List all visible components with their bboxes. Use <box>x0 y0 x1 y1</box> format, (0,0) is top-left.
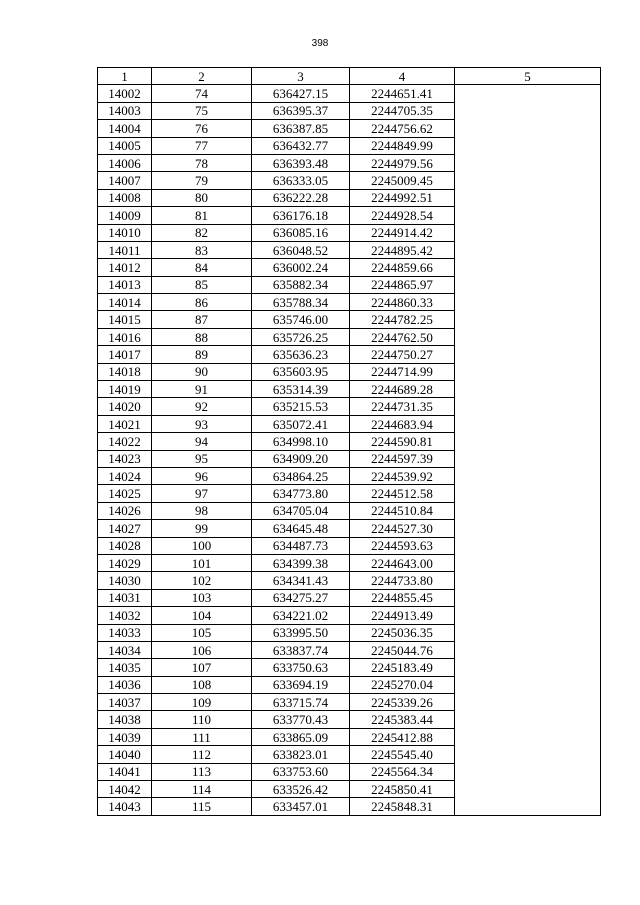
table-cell: 14018 <box>98 363 152 380</box>
table-cell: 2245270.04 <box>350 676 455 693</box>
table-cell: 633823.01 <box>252 746 350 763</box>
table-cell: 87 <box>152 311 252 328</box>
table-cell: 14043 <box>98 798 152 815</box>
table-cell: 79 <box>152 172 252 189</box>
table-cell: 636427.15 <box>252 85 350 102</box>
table-cell: 86 <box>152 294 252 311</box>
table-cell: 109 <box>152 694 252 711</box>
table-cell: 82 <box>152 224 252 241</box>
table-cell: 2244733.80 <box>350 572 455 589</box>
table-cell: 2245564.34 <box>350 763 455 780</box>
table-cell: 14022 <box>98 433 152 450</box>
table-cell: 14017 <box>98 346 152 363</box>
table-cell: 94 <box>152 433 252 450</box>
table-cell: 14038 <box>98 711 152 728</box>
table-cell: 635726.25 <box>252 328 350 345</box>
table-cell: 633694.19 <box>252 676 350 693</box>
table-cell: 14031 <box>98 589 152 606</box>
table-cell: 2244750.27 <box>350 346 455 363</box>
column-header: 4 <box>350 68 455 85</box>
coordinates-table <box>97 67 601 816</box>
table-cell: 2244683.94 <box>350 415 455 432</box>
table-row <box>98 85 601 102</box>
table-cell: 634864.25 <box>252 467 350 484</box>
table-cell: 14028 <box>98 537 152 554</box>
table-cell: 81 <box>152 207 252 224</box>
table-cell: 14019 <box>98 381 152 398</box>
table-cell: 14025 <box>98 485 152 502</box>
table-cell: 14005 <box>98 137 152 154</box>
table-cell: 635215.53 <box>252 398 350 415</box>
table-cell: 91 <box>152 381 252 398</box>
table-cell: 2244992.51 <box>350 189 455 206</box>
table-cell: 633865.09 <box>252 728 350 745</box>
table-cell: 93 <box>152 415 252 432</box>
column-header: 5 <box>455 68 601 85</box>
table-cell: 636387.85 <box>252 120 350 137</box>
table-cell: 14035 <box>98 659 152 676</box>
table-cell: 14009 <box>98 207 152 224</box>
table-cell: 14042 <box>98 781 152 798</box>
table-cell: 115 <box>152 798 252 815</box>
table-cell: 2245850.41 <box>350 781 455 798</box>
table-cell: 633837.74 <box>252 641 350 658</box>
table-cell: 2244539.92 <box>350 467 455 484</box>
table-cell: 2245339.26 <box>350 694 455 711</box>
table-cell: 14006 <box>98 154 152 171</box>
table-cell: 14030 <box>98 572 152 589</box>
table-cell: 636432.77 <box>252 137 350 154</box>
table-cell: 14036 <box>98 676 152 693</box>
table-cell: 102 <box>152 572 252 589</box>
table-cell: 14002 <box>98 85 152 102</box>
table-cell: 76 <box>152 120 252 137</box>
table-cell: 14037 <box>98 694 152 711</box>
table-cell: 14012 <box>98 259 152 276</box>
table-cell: 14014 <box>98 294 152 311</box>
table-cell: 633526.42 <box>252 781 350 798</box>
table-cell: 636002.24 <box>252 259 350 276</box>
table-cell: 14010 <box>98 224 152 241</box>
table-cell: 2244731.35 <box>350 398 455 415</box>
table-cell: 633995.50 <box>252 624 350 641</box>
table-cell: 2244895.42 <box>350 241 455 258</box>
table-cell: 85 <box>152 276 252 293</box>
table-cell: 2244913.49 <box>350 607 455 624</box>
table-cell: 634275.27 <box>252 589 350 606</box>
table-cell: 14033 <box>98 624 152 641</box>
table-cell: 633715.74 <box>252 694 350 711</box>
table-cell: 634221.02 <box>252 607 350 624</box>
table-cell: 99 <box>152 520 252 537</box>
table-cell: 636393.48 <box>252 154 350 171</box>
table-cell: 635072.41 <box>252 415 350 432</box>
table-cell: 634399.38 <box>252 554 350 571</box>
table-cell: 2244914.42 <box>350 224 455 241</box>
table-cell: 635882.34 <box>252 276 350 293</box>
table-cell: 2244510.84 <box>350 502 455 519</box>
table-cell: 2244782.25 <box>350 311 455 328</box>
table-cell: 14026 <box>98 502 152 519</box>
table-cell: 2245545.40 <box>350 746 455 763</box>
table-cell: 80 <box>152 189 252 206</box>
table-cell: 2244859.66 <box>350 259 455 276</box>
table-cell: 2245848.31 <box>350 798 455 815</box>
table-cell: 2245009.45 <box>350 172 455 189</box>
table-cell: 2244651.41 <box>350 85 455 102</box>
table-cell: 2245183.49 <box>350 659 455 676</box>
table-cell: 110 <box>152 711 252 728</box>
table-cell: 14027 <box>98 520 152 537</box>
table-cell: 2244597.39 <box>350 450 455 467</box>
table-cell: 2245044.76 <box>350 641 455 658</box>
table-cell: 103 <box>152 589 252 606</box>
merged-empty-cell <box>455 85 601 815</box>
table-cell: 14040 <box>98 746 152 763</box>
table-cell: 108 <box>152 676 252 693</box>
table-cell: 2244979.56 <box>350 154 455 171</box>
table-cell: 636048.52 <box>252 241 350 258</box>
table-cell: 14039 <box>98 728 152 745</box>
table-cell: 111 <box>152 728 252 745</box>
table-cell: 106 <box>152 641 252 658</box>
table-cell: 2244714.99 <box>350 363 455 380</box>
table-cell: 2245412.88 <box>350 728 455 745</box>
table-cell: 75 <box>152 102 252 119</box>
table-cell: 634341.43 <box>252 572 350 589</box>
table-cell: 635636.23 <box>252 346 350 363</box>
table-cell: 2244928.54 <box>350 207 455 224</box>
table-cell: 2244860.33 <box>350 294 455 311</box>
table-cell: 2244689.28 <box>350 381 455 398</box>
table-cell: 95 <box>152 450 252 467</box>
column-header: 1 <box>98 68 152 85</box>
table-cell: 635788.34 <box>252 294 350 311</box>
table-cell: 98 <box>152 502 252 519</box>
table-cell: 2244527.30 <box>350 520 455 537</box>
table-cell: 14015 <box>98 311 152 328</box>
table-cell: 2245036.35 <box>350 624 455 641</box>
table-cell: 2244512.58 <box>350 485 455 502</box>
table-cell: 636176.18 <box>252 207 350 224</box>
table-cell: 2244865.97 <box>350 276 455 293</box>
table-cell: 83 <box>152 241 252 258</box>
table-cell: 14011 <box>98 241 152 258</box>
table-cell: 633770.43 <box>252 711 350 728</box>
table-cell: 2244756.62 <box>350 120 455 137</box>
table-cell: 633753.60 <box>252 763 350 780</box>
table-cell: 14007 <box>98 172 152 189</box>
table-cell: 92 <box>152 398 252 415</box>
table-cell: 14003 <box>98 102 152 119</box>
table-cell: 96 <box>152 467 252 484</box>
table-cell: 2244762.50 <box>350 328 455 345</box>
table-cell: 77 <box>152 137 252 154</box>
column-header: 2 <box>152 68 252 85</box>
table-cell: 101 <box>152 554 252 571</box>
table-cell: 14041 <box>98 763 152 780</box>
table-cell: 90 <box>152 363 252 380</box>
table-cell: 78 <box>152 154 252 171</box>
table-cell: 634998.10 <box>252 433 350 450</box>
table-cell: 113 <box>152 763 252 780</box>
table-cell: 107 <box>152 659 252 676</box>
table-cell: 635746.00 <box>252 311 350 328</box>
table-cell: 634645.48 <box>252 520 350 537</box>
table-cell: 14020 <box>98 398 152 415</box>
table-cell: 14034 <box>98 641 152 658</box>
table-cell: 2244590.81 <box>350 433 455 450</box>
table-cell: 114 <box>152 781 252 798</box>
column-header: 3 <box>252 68 350 85</box>
table-cell: 14029 <box>98 554 152 571</box>
table-header-row <box>98 68 601 85</box>
table-cell: 636333.05 <box>252 172 350 189</box>
table-cell: 14021 <box>98 415 152 432</box>
table-cell: 104 <box>152 607 252 624</box>
table-cell: 89 <box>152 346 252 363</box>
table-cell: 2244705.35 <box>350 102 455 119</box>
table-cell: 74 <box>152 85 252 102</box>
table-cell: 633457.01 <box>252 798 350 815</box>
table-cell: 2244849.99 <box>350 137 455 154</box>
table-cell: 97 <box>152 485 252 502</box>
table-cell: 636085.16 <box>252 224 350 241</box>
table-cell: 14024 <box>98 467 152 484</box>
table-cell: 100 <box>152 537 252 554</box>
table-cell: 2245383.44 <box>350 711 455 728</box>
table-cell: 105 <box>152 624 252 641</box>
table-cell: 14013 <box>98 276 152 293</box>
table-cell: 636395.37 <box>252 102 350 119</box>
table-cell: 112 <box>152 746 252 763</box>
table-cell: 84 <box>152 259 252 276</box>
table-cell: 2244593.63 <box>350 537 455 554</box>
table-cell: 14004 <box>98 120 152 137</box>
table-cell: 2244643.00 <box>350 554 455 571</box>
table-cell: 636222.28 <box>252 189 350 206</box>
table-cell: 634909.20 <box>252 450 350 467</box>
table-cell: 14032 <box>98 607 152 624</box>
page-number: 398 <box>311 38 329 49</box>
table-cell: 634487.73 <box>252 537 350 554</box>
table-cell: 634705.04 <box>252 502 350 519</box>
table-cell: 633750.63 <box>252 659 350 676</box>
table-cell: 14023 <box>98 450 152 467</box>
table-cell: 2244855.45 <box>350 589 455 606</box>
table-cell: 635314.39 <box>252 381 350 398</box>
table-cell: 14008 <box>98 189 152 206</box>
table-cell: 635603.95 <box>252 363 350 380</box>
table-cell: 14016 <box>98 328 152 345</box>
table-cell: 88 <box>152 328 252 345</box>
table-body <box>98 85 601 815</box>
table-cell: 634773.80 <box>252 485 350 502</box>
